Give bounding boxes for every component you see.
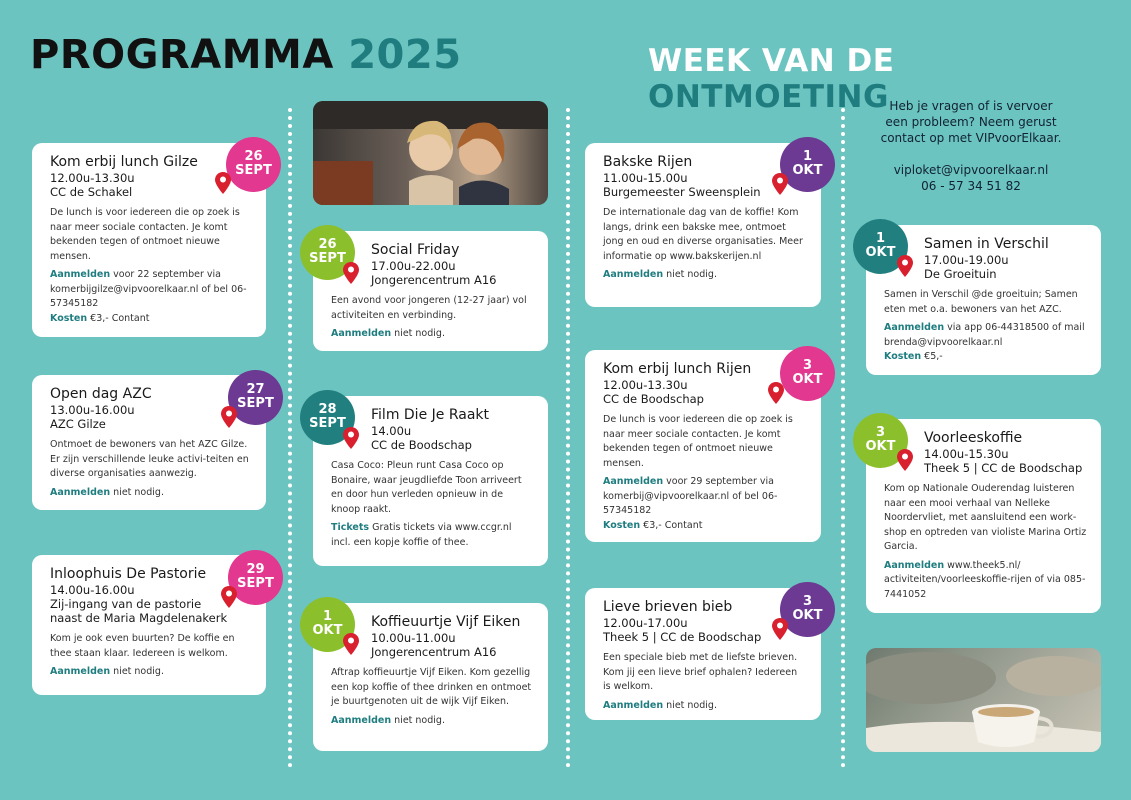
signup-text: niet nodig. [663,269,717,280]
contact-line-2: een probleem? Neem gerust [885,115,1057,129]
event-title: Open dag AZC [50,386,152,402]
signup-label: Aanmelden [50,269,111,280]
tickets-text: Gratis tickets via www.ccgr.nl incl. een kopje koffie of thee. [331,522,512,548]
event-description: Ontmoet de bewoners van het AZC Gilze. Er zijn verschillende leuke activi-teiten en diverse organisaties aanwezig. [50,439,249,479]
event-description: Een avond voor jongeren (12-27 jaar) vol activiteiten en verbinding. [331,295,527,321]
badge-month: OKT [792,372,823,387]
event-location: Burgemeester Sweensplein [603,185,761,199]
page-title [30,32,462,78]
badge-day: 3 [802,358,813,373]
event-time: 13.00u-16.00u [50,403,135,417]
event-signup [884,559,1087,603]
signup-label: Aanmelden [50,486,111,498]
event-description: Kom je ook even buurten? De koffie en thee staan klaar. Iedereen is welkom. [50,633,235,659]
signup-label: Aanmelden [331,328,392,339]
badge-day: 3 [802,594,813,609]
signup-label: Aanmelden [603,476,664,487]
event-cost [50,312,252,327]
location-pin-icon [221,586,237,608]
badge-month: OKT [792,608,823,623]
signup-label: Aanmelden [50,666,111,677]
cost-text: €5,- [921,351,943,362]
event-location: Jongerencentrum A16 [371,645,497,659]
location-pin-icon [772,618,788,640]
location-pin-icon [897,255,913,277]
signup-text: niet nodig. [391,328,445,339]
tickets-label: Tickets [331,522,370,533]
event-time: 12.00u-13.30u [603,378,688,392]
event-location: Jongerencentrum A16 [371,273,497,287]
signup-label: Aanmelden [331,714,392,726]
event-tickets [331,521,534,550]
title-year: 2025 [348,32,462,78]
event-title: Bakske Rijen [603,154,693,170]
event-location: AZC Gilze [50,417,106,431]
coffee-photo [866,648,1101,752]
cost-label: Kosten [884,351,922,362]
badge-month: SEPT [309,251,346,266]
event-signup [603,475,807,519]
contact-email[interactable]: viploket@vipvoorelkaar.nl [893,163,1049,177]
week-accent: ONTMOETING [648,79,889,115]
event-title: Voorleeskoffie [924,430,1023,446]
event-signup [884,321,1087,350]
signup-text: www.theek5.nl/ activiteiten/voorleeskoffie-rijen of via 085-7441052 [884,559,1086,600]
signup-label: Aanmelden [603,699,664,711]
badge-day: 26 [244,149,263,164]
cost-label: Kosten [50,312,88,324]
divider-1 [288,108,292,768]
event-title: Kom erbij lunch Gilze [50,154,198,170]
signup-label: Aanmelden [603,269,664,280]
event-signup [50,486,252,501]
location-pin-icon [897,449,913,471]
event-location: CC de Boodschap [371,438,472,452]
event-location: CC de Boodschap [603,392,704,406]
event-time: 17.00u-19.00u [924,253,1009,267]
badge-month: SEPT [237,576,274,591]
event-location: Zij-ingang van de pastorie [50,597,202,611]
date-badge [780,137,835,192]
event-title: Koffieuurtje Vijf Eiken [371,614,521,630]
signup-text: niet nodig. [391,714,445,726]
cost-label: Kosten [603,519,641,531]
event-signup [331,327,534,342]
event-title: Inloophuis De Pastorie [50,566,207,582]
location-pin-icon [343,427,359,449]
signup-text: niet nodig. [110,666,164,677]
event-signup [603,699,807,714]
event-location: Theek 5 | CC de Boodschap [603,630,762,644]
badge-day: 3 [875,425,886,440]
event-signup [50,268,252,312]
badge-day: 27 [246,382,265,397]
event-description: Kom op Nationale Ouderendag luisteren naar een mooi verhaal van Nelleke Noordervliet, met aansluitend een work-shop en optreden van violiste Marina Ortiz Garcia. [884,483,1087,552]
contact-line-1: Heb je vragen of is vervoer [889,99,1053,113]
week-prefix: WEEK VAN DE [648,43,895,79]
contact-line-3: contact op met VIPvoorElkaar. [880,131,1062,145]
event-time: 11.00u-15.00u [603,171,688,185]
event-location: Theek 5 | CC de Boodschap [924,461,1083,475]
title-main: PROGRAMMA [30,32,334,78]
signup-label: Aanmelden [884,559,945,571]
event-description: De lunch is voor iedereen die op zoek is naar meer sociale contacten. Je komt bekenden tegen of ontmoet nieuwe mensen. [50,207,240,262]
event-time: 12.00u-13.30u [50,171,135,185]
badge-day: 29 [246,562,265,577]
event-cost [603,519,807,534]
event-time: 12.00u-17.00u [603,616,688,630]
event-signup [331,714,534,729]
cost-text: €3,- Contant [87,312,150,324]
contact-block [862,98,1080,194]
badge-month: SEPT [309,416,346,431]
event-description: Aftrap koffieuurtje Vijf Eiken. Kom gezellig een kop koffie of thee drinken en ontmoet je buurtgenoten uit de wijk Vijf Eiken. [331,667,532,707]
contact-phone[interactable]: 06 - 57 34 51 82 [921,179,1021,193]
badge-month: SEPT [237,396,274,411]
badge-day: 26 [318,237,337,252]
women-illustration [313,101,548,205]
event-location: De Groeituin [924,267,997,281]
badge-day: 1 [322,609,333,624]
badge-month: OKT [792,163,823,178]
signup-text: voor 22 september via komerbijgilze@vipvoorelkaar.nl of bel 06-57345182 [50,269,247,309]
event-signup [50,665,252,680]
location-pin-icon [343,633,359,655]
date-badge [226,137,281,192]
signup-text: voor 29 september via komerbij@vipvoorelkaar.nl of bel 06-57345182 [603,476,778,516]
location-pin-icon [221,406,237,428]
badge-day: 1 [875,231,886,246]
divider-2 [566,108,570,768]
event-location-detail: naast de Maria Magdelenakerk [50,611,228,625]
badge-month: OKT [865,245,896,260]
event-description: Een speciale bieb met de liefste brieven. Kom jij een lieve brief ophalen? Iedereen is welkom. [603,652,798,692]
event-time: 14.00u-16.00u [50,583,135,597]
badge-month: SEPT [235,163,272,178]
event-description: De lunch is voor iedereen die op zoek is naar meer sociale contacten. Je komt bekenden tegen of ontmoet nieuwe mensen. [603,414,793,469]
signup-text: via app 06-44318500 of mail brenda@vipvoorelkaar.nl [884,322,1085,348]
date-badge [780,346,835,401]
event-description: De internationale dag van de koffie! Kom langs, drink een bakske mee, ontmoet jong en oud en diverse organisaties. Meer informatie op www.bakskerijen.nl [603,207,803,262]
event-signup [603,268,807,283]
women-photo [313,101,548,205]
event-time: 14.00u-15.30u [924,447,1009,461]
event-title: Film Die Je Raakt [371,407,490,423]
badge-month: OKT [865,439,896,454]
coffee-illustration [866,648,1101,752]
badge-day: 28 [318,402,337,417]
divider-3 [841,108,845,768]
event-time: 14.00u [371,424,412,438]
event-cost [884,350,1087,365]
event-title: Samen in Verschil [924,236,1049,252]
event-description: Casa Coco: Pleun runt Casa Coco op Bonaire, waar jeugdliefde Toon arriveert en door hun verleden opnieuw in de knoop raakt. [331,460,522,515]
badge-day: 1 [802,149,813,164]
event-title: Social Friday [371,242,460,258]
date-badge [780,582,835,637]
event-title: Kom erbij lunch Rijen [603,361,752,377]
event-location: CC de Schakel [50,185,133,199]
signup-label: Aanmelden [884,322,945,333]
event-title: Lieve brieven bieb [603,599,733,615]
event-time: 17.00u-22.00u [371,259,456,273]
badge-month: OKT [312,623,343,638]
event-time: 10.00u-11.00u [371,631,456,645]
signup-text: niet nodig. [663,699,717,711]
location-pin-icon [215,172,231,194]
cost-text: €3,- Contant [640,519,703,531]
location-pin-icon [768,382,784,404]
event-description: Samen in Verschil @de groeituin; Samen eten met o.a. bewoners van het AZC. [884,289,1078,315]
location-pin-icon [343,262,359,284]
location-pin-icon [772,173,788,195]
signup-text: niet nodig. [110,486,164,498]
